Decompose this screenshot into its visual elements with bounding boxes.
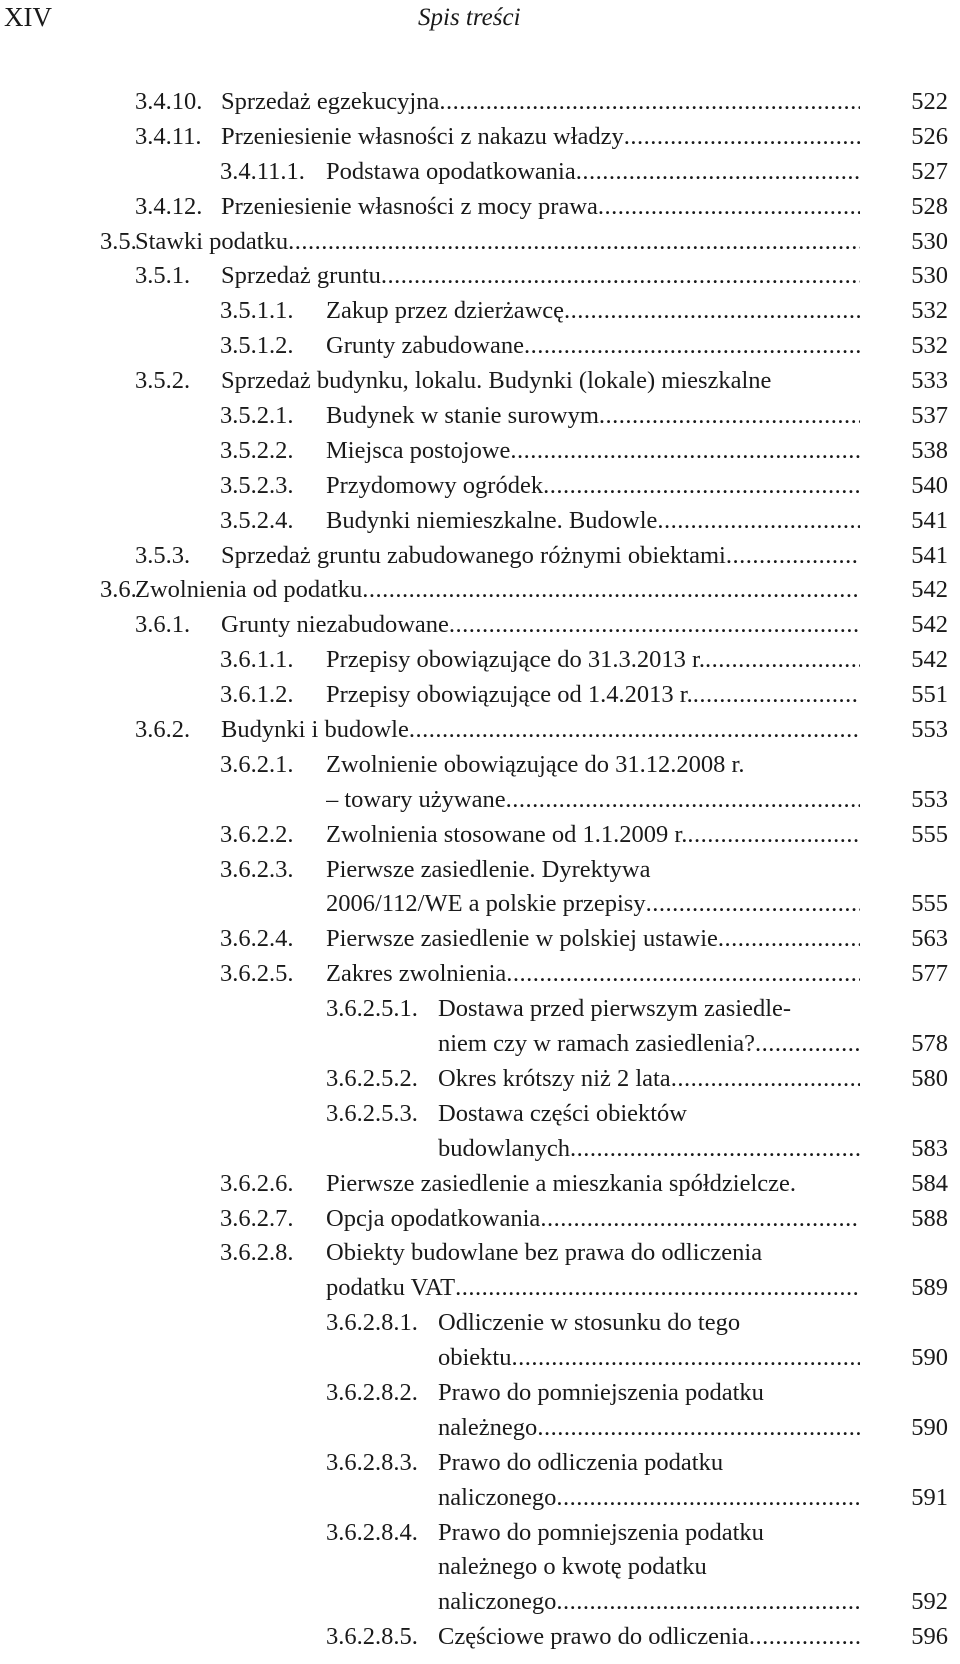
toc-entry-title: budowlanych — [438, 1134, 570, 1162]
toc-entry-number: 3.6.2.7. — [220, 1204, 294, 1232]
toc-entry-title: – towary używane — [326, 785, 506, 813]
toc-entry[interactable] — [0, 259, 960, 294]
toc-entry-title: należnego — [438, 1413, 538, 1441]
toc-line — [0, 1271, 960, 1306]
toc-entry-title: Dostawa części obiektów — [438, 1099, 687, 1127]
toc-entry[interactable] — [0, 1097, 960, 1167]
dot-leader — [599, 399, 860, 434]
toc-line — [0, 294, 960, 329]
toc-entry[interactable] — [0, 155, 960, 190]
toc-page-number: 590 — [911, 1344, 948, 1372]
toc-entry[interactable] — [0, 1167, 960, 1202]
toc-entry-title: należnego o kwotę podatku — [438, 1553, 707, 1581]
toc-entry[interactable] — [0, 364, 960, 399]
toc-page-number: 588 — [911, 1204, 948, 1232]
toc-entry-title: Podstawa opodatkowania — [326, 157, 576, 185]
dot-leader — [506, 957, 860, 992]
table-of-contents — [0, 85, 960, 1655]
toc-page-number: 540 — [911, 471, 948, 499]
dot-leader — [540, 1202, 860, 1237]
dot-leader — [455, 1271, 860, 1306]
toc-page-number: 532 — [911, 297, 948, 325]
toc-entry-number: 3.5.1. — [135, 262, 191, 290]
toc-entry-title: Sprzedaż budynku, lokalu. Budynki (lokale) mieszkalne — [221, 367, 772, 395]
toc-entry-number: 3.5.1.2. — [220, 332, 294, 360]
toc-line — [0, 1376, 960, 1411]
toc-entry-title: Sprzedaż gruntu zabudowanego różnymi obiektami — [221, 541, 726, 569]
toc-entry[interactable] — [0, 225, 960, 260]
toc-line — [0, 504, 960, 539]
toc-entry-number: 3.5.2.1. — [220, 402, 294, 430]
toc-entry[interactable] — [0, 922, 960, 957]
toc-line — [0, 992, 960, 1027]
toc-page-number: 590 — [911, 1413, 948, 1441]
toc-line — [0, 85, 960, 120]
toc-entry[interactable] — [0, 1202, 960, 1237]
toc-page-number: 528 — [911, 192, 948, 220]
toc-page-number: 591 — [911, 1483, 948, 1511]
toc-entry-number: 3.6.2.8.3. — [326, 1448, 418, 1476]
toc-entry-title: Prawo do pomniejszenia podatku — [438, 1378, 764, 1406]
toc-line — [0, 190, 960, 225]
toc-entry-number: 3.6.2.5.2. — [326, 1064, 418, 1092]
toc-entry-number: 3.5.2.2. — [220, 436, 294, 464]
toc-page-number: 553 — [911, 716, 948, 744]
dot-leader — [381, 259, 860, 294]
toc-entry-number: 3.6.1. — [135, 611, 191, 639]
toc-entry[interactable] — [0, 469, 960, 504]
toc-entry-title: Budynki niemieszkalne. Budowle — [326, 506, 658, 534]
dot-leader — [646, 887, 860, 922]
toc-entry-title: Zakup przez dzierżawcę — [326, 297, 565, 325]
toc-page-number: 532 — [911, 332, 948, 360]
toc-entry-number: 3.6.2.5.3. — [326, 1099, 418, 1127]
toc-line — [0, 922, 960, 957]
toc-page-number: 530 — [911, 262, 948, 290]
dot-leader — [576, 155, 860, 190]
dot-leader — [439, 85, 860, 120]
toc-line — [0, 1620, 960, 1655]
dot-leader — [556, 1585, 860, 1620]
toc-entry-title: Stawki podatku — [135, 227, 289, 255]
toc-line — [0, 1132, 960, 1167]
dot-leader — [506, 783, 860, 818]
toc-page-number: 551 — [911, 681, 948, 709]
toc-entry-number: 3.5.2. — [135, 367, 191, 395]
toc-entry-title: Budynek w stanie surowym — [326, 402, 599, 430]
toc-entry-number: 3.5. — [100, 227, 137, 255]
dot-leader — [687, 818, 860, 853]
dot-leader — [409, 713, 860, 748]
toc-entry[interactable] — [0, 992, 960, 1062]
toc-line — [0, 259, 960, 294]
toc-line — [0, 1167, 960, 1202]
toc-entry[interactable] — [0, 1376, 960, 1446]
toc-line — [0, 1062, 960, 1097]
toc-entry-title: Przeniesienie własności z nakazu władzy — [221, 122, 624, 150]
toc-page-number: 555 — [911, 820, 948, 848]
dot-leader — [598, 190, 860, 225]
toc-page-number: 542 — [911, 576, 948, 604]
toc-entry-number: 3.6.2.4. — [220, 925, 294, 953]
toc-entry[interactable] — [0, 678, 960, 713]
toc-entry-number: 3.4.12. — [135, 192, 203, 220]
running-title: Spis treści — [418, 4, 521, 31]
toc-entry-title: Częściowe prawo do odliczenia — [438, 1623, 749, 1651]
toc-entry-title: Zwolnienia stosowane od 1.1.2009 r. — [326, 820, 688, 848]
toc-line — [0, 1411, 960, 1446]
toc-entry-title: Pierwsze zasiedlenie a mieszkania spółdzielcze. — [326, 1169, 797, 1197]
toc-entry-title: Przepisy obowiązujące do 31.3.2013 r. — [326, 646, 705, 674]
toc-line — [0, 399, 960, 434]
dot-leader — [755, 1027, 860, 1062]
toc-line — [0, 364, 960, 399]
toc-page-number: 533 — [911, 367, 948, 395]
toc-page-number: 578 — [911, 1030, 948, 1058]
toc-line — [0, 434, 960, 469]
dot-leader — [510, 434, 860, 469]
toc-entry-title: Sprzedaż egzekucyjna — [221, 88, 440, 115]
toc-entry-title: Miejsca postojowe — [326, 436, 511, 464]
dot-leader — [749, 1620, 860, 1655]
toc-entry-title: Zwolnienie obowiązujące do 31.12.2008 r. — [326, 750, 745, 778]
toc-page-number: 589 — [911, 1274, 948, 1302]
toc-line — [0, 155, 960, 190]
toc-line — [0, 1236, 960, 1271]
toc-entry-title: naliczonego — [438, 1588, 557, 1616]
toc-entry-title: Zakres zwolnienia — [326, 960, 507, 988]
dot-leader — [512, 1341, 861, 1376]
toc-entry[interactable] — [0, 643, 960, 678]
dot-leader — [570, 1132, 860, 1167]
toc-entry[interactable] — [0, 85, 960, 120]
toc-page-number: 563 — [911, 925, 948, 953]
toc-entry-title: Grunty niezabudowane — [221, 611, 449, 639]
toc-page-number: 580 — [911, 1064, 948, 1092]
dot-leader — [726, 539, 860, 574]
toc-entry-number: 3.6.2.8. — [220, 1239, 294, 1267]
toc-entry[interactable] — [0, 608, 960, 643]
dot-leader — [657, 504, 860, 539]
toc-page-number: 541 — [911, 541, 948, 569]
toc-entry[interactable] — [0, 434, 960, 469]
toc-entry-number: 3.6.2.1. — [220, 750, 294, 778]
dot-leader — [362, 573, 860, 608]
toc-entry[interactable] — [0, 504, 960, 539]
toc-entry-number: 3.6.2.8.1. — [326, 1309, 418, 1337]
toc-page-number: 584 — [911, 1169, 948, 1197]
toc-entry[interactable] — [0, 539, 960, 574]
toc-line — [0, 853, 960, 888]
toc-entry-title: Okres krótszy niż 2 lata — [438, 1064, 671, 1092]
dot-leader — [693, 678, 860, 713]
toc-entry[interactable] — [0, 957, 960, 992]
toc-page-number: 592 — [911, 1588, 948, 1616]
toc-line — [0, 713, 960, 748]
toc-entry-title: podatku VAT — [326, 1274, 456, 1302]
toc-entry[interactable] — [0, 1516, 960, 1621]
toc-entry-number: 3.4.11. — [135, 122, 202, 150]
toc-entry[interactable] — [0, 1306, 960, 1376]
toc-entry-title: Odliczenie w stosunku do tego — [438, 1309, 741, 1337]
toc-entry-title: Grunty zabudowane — [326, 332, 524, 360]
dot-leader — [288, 225, 860, 260]
toc-line — [0, 783, 960, 818]
toc-entry[interactable] — [0, 294, 960, 329]
toc-entry-number: 3.4.11.1. — [220, 157, 305, 185]
dot-leader — [543, 469, 860, 504]
toc-entry-number: 3.6.2.3. — [220, 855, 294, 883]
toc-entry-number: 3.6.2.2. — [220, 820, 294, 848]
toc-page-number: 542 — [911, 646, 948, 674]
dot-leader — [705, 643, 860, 678]
toc-line — [0, 887, 960, 922]
toc-line — [0, 573, 960, 608]
dot-leader — [624, 120, 860, 155]
toc-entry[interactable] — [0, 399, 960, 434]
dot-leader — [556, 1481, 860, 1516]
toc-page-number: 530 — [911, 227, 948, 255]
toc-page-number: 541 — [911, 506, 948, 534]
page-header — [0, 0, 960, 40]
toc-entry[interactable] — [0, 1446, 960, 1516]
toc-entry-title: Opcja opodatkowania — [326, 1204, 541, 1232]
toc-entry[interactable] — [0, 329, 960, 364]
toc-line — [0, 1027, 960, 1062]
toc-line — [0, 748, 960, 783]
toc-line — [0, 957, 960, 992]
toc-entry-number: 3.6.2.8.4. — [326, 1518, 418, 1546]
toc-entry-title: 2006/112/WE a polskie przepisy — [326, 890, 646, 918]
toc-entry[interactable] — [0, 573, 960, 608]
toc-entry[interactable] — [0, 1062, 960, 1097]
toc-entry[interactable] — [0, 853, 960, 923]
toc-entry-number: 3.6.2.8.2. — [326, 1378, 418, 1406]
dot-leader — [449, 608, 860, 643]
toc-entry[interactable] — [0, 120, 960, 155]
toc-entry-number: 3.5.2.3. — [220, 471, 294, 499]
toc-line — [0, 1202, 960, 1237]
toc-entry-title: Pierwsze zasiedlenie. Dyrektywa — [326, 855, 651, 883]
toc-line — [0, 643, 960, 678]
toc-entry-number: 3.6.2.8.5. — [326, 1623, 418, 1651]
toc-page-number: 553 — [911, 785, 948, 813]
toc-line — [0, 1446, 960, 1481]
toc-entry-number: 3.5.3. — [135, 541, 191, 569]
toc-line — [0, 1341, 960, 1376]
page-number: XIV — [4, 2, 52, 32]
toc-entry-title: Przepisy obowiązujące od 1.4.2013 r. — [326, 681, 693, 709]
toc-entry-number: 3.4.10. — [135, 88, 203, 115]
toc-page-number: 522 — [911, 88, 948, 115]
toc-line — [0, 120, 960, 155]
toc-entry-number: 3.6.2.6. — [220, 1169, 294, 1197]
toc-entry-number: 3.6. — [100, 576, 137, 604]
toc-line — [0, 225, 960, 260]
toc-line — [0, 1306, 960, 1341]
toc-page-number: 577 — [911, 960, 948, 988]
toc-entry[interactable] — [0, 748, 960, 818]
toc-entry-number: 3.6.2.5. — [220, 960, 294, 988]
toc-entry-number: 3.6.2.5.1. — [326, 995, 418, 1023]
toc-entry-title: obiektu — [438, 1344, 512, 1372]
toc-line — [0, 1585, 960, 1620]
toc-page-number: 555 — [911, 890, 948, 918]
toc-entry-title: Przydomowy ogródek — [326, 471, 544, 499]
dot-leader — [564, 294, 860, 329]
toc-page-number: 583 — [911, 1134, 948, 1162]
toc-entry-number: 3.6.1.2. — [220, 681, 294, 709]
dot-leader — [671, 1062, 860, 1097]
toc-entry-title: Przeniesienie własności z mocy prawa — [221, 192, 598, 220]
toc-entry[interactable] — [0, 1620, 960, 1655]
toc-page-number: 542 — [911, 611, 948, 639]
toc-entry-title: Prawo do odliczenia podatku — [438, 1448, 724, 1476]
toc-entry[interactable] — [0, 818, 960, 853]
toc-entry-number: 3.5.1.1. — [220, 297, 294, 325]
toc-line — [0, 469, 960, 504]
dot-leader — [537, 1411, 860, 1446]
toc-entry-title: Prawo do pomniejszenia podatku — [438, 1518, 764, 1546]
toc-page-number: 596 — [911, 1623, 948, 1651]
toc-entry-title: niem czy w ramach zasiedlenia? — [438, 1030, 755, 1058]
toc-entry-title: Zwolnienia od podatku — [135, 576, 363, 604]
toc-line — [0, 678, 960, 713]
toc-entry-title: Sprzedaż gruntu — [221, 262, 381, 290]
toc-page-number: 527 — [911, 157, 948, 185]
toc-line — [0, 1550, 960, 1585]
toc-line — [0, 608, 960, 643]
toc-entry-title: Budynki i budowle — [221, 716, 409, 744]
toc-page-number: 526 — [911, 122, 948, 150]
toc-entry-number: 3.6.1.1. — [220, 646, 294, 674]
toc-line — [0, 1516, 960, 1551]
toc-entry[interactable] — [0, 190, 960, 225]
dot-leader — [524, 329, 860, 364]
toc-entry-title: Dostawa przed pierwszym zasiedle- — [438, 995, 792, 1023]
toc-entry[interactable] — [0, 713, 960, 748]
toc-entry[interactable] — [0, 1236, 960, 1306]
toc-page-number: 537 — [911, 402, 948, 430]
toc-entry-title: Pierwsze zasiedlenie w polskiej ustawie — [326, 925, 718, 953]
toc-line — [0, 818, 960, 853]
toc-entry-number: 3.6.2. — [135, 716, 191, 744]
toc-entry-title: naliczonego — [438, 1483, 557, 1511]
toc-line — [0, 539, 960, 574]
toc-page-number: 538 — [911, 436, 948, 464]
toc-line — [0, 329, 960, 364]
toc-line — [0, 1481, 960, 1516]
toc-entry-title: Obiekty budowlane bez prawa do odliczenia — [326, 1239, 763, 1267]
dot-leader — [718, 922, 860, 957]
toc-entry-number: 3.5.2.4. — [220, 506, 294, 534]
toc-line — [0, 1097, 960, 1132]
